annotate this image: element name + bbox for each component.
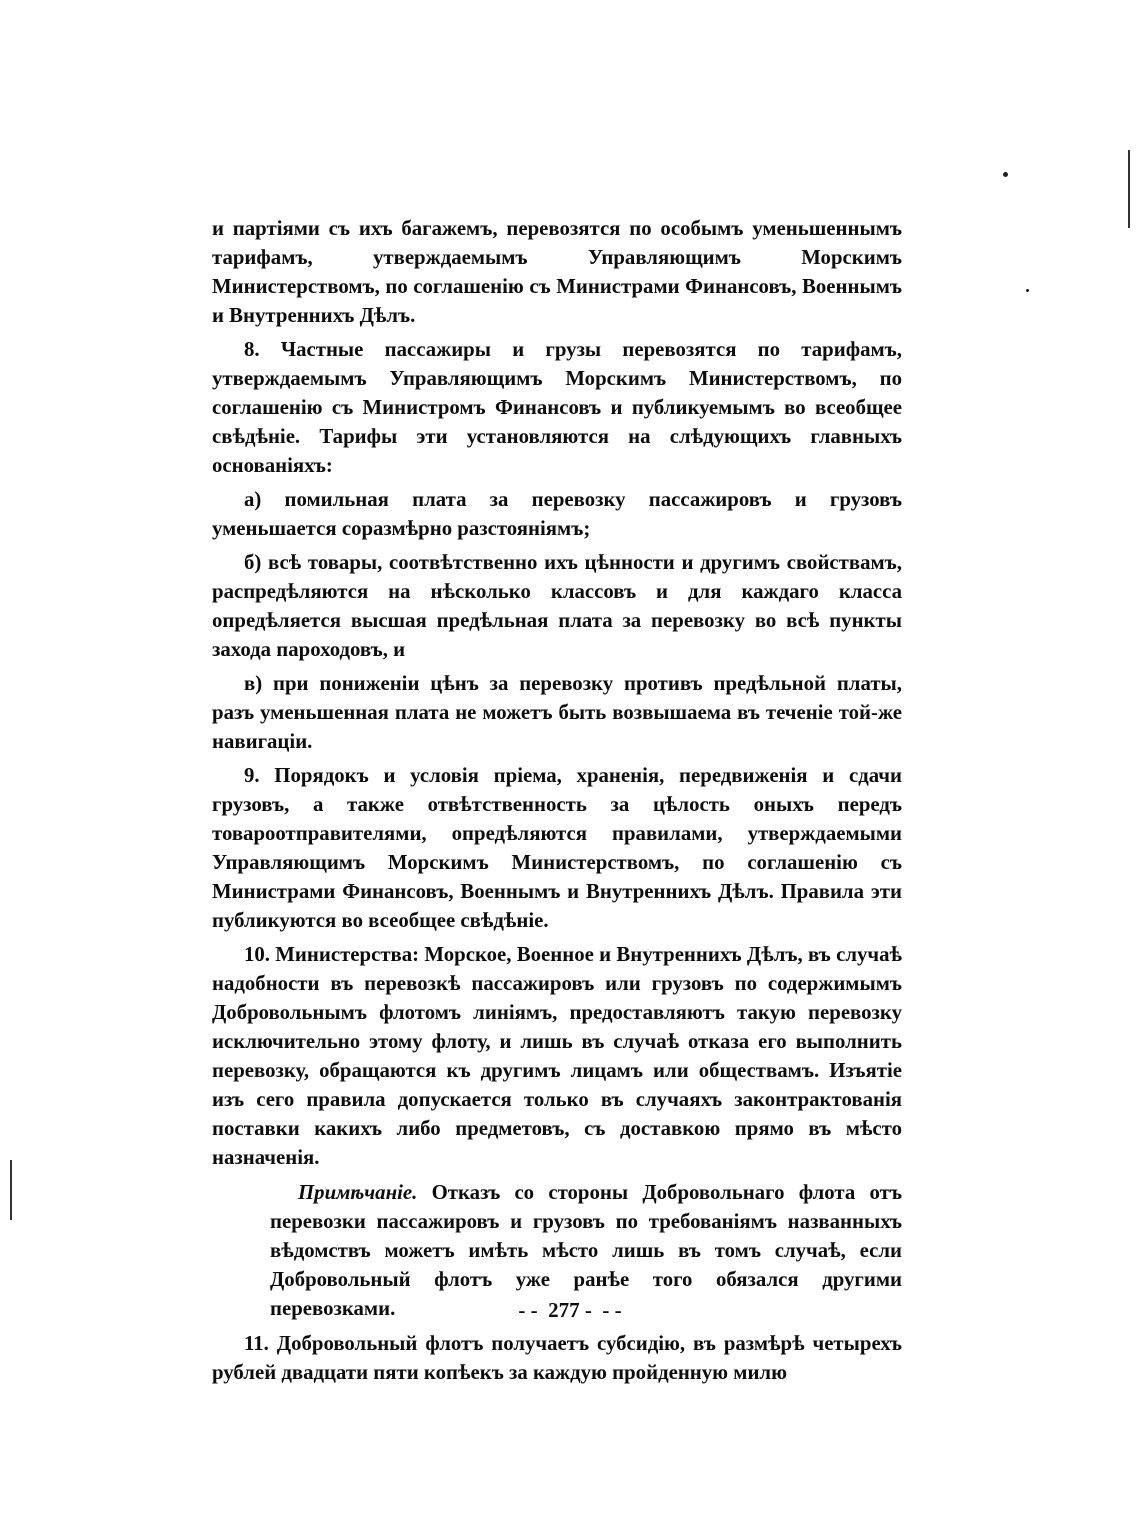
paragraph-8-b: б) всѣ товары, соотвѣтственно ихъ цѣнности и другимъ свойствамъ, распредѣляются на нѣсколько классовъ и для каждаго класса опредѣляется высшая предѣльная плата за перевозку во всѣ пункты захода пароходовъ, и bbox=[212, 551, 902, 661]
paragraph-8-v: в) при пониженіи цѣнъ за перевозку противъ предѣльной платы, разъ уменьшенная плата не можетъ быть возвышаема въ теченіе той-же навигаціи. bbox=[212, 672, 902, 753]
scan-edge-mark-top bbox=[1128, 150, 1130, 228]
page-number bbox=[0, 1298, 1140, 1323]
page-body bbox=[212, 214, 902, 1392]
note-text: Отказъ со стороны Добровольнаго флота отъ перевозки пассажировъ и грузовъ по требованіямъ названныхъ вѣдомствъ можетъ имѣть мѣсто лишь въ томъ случаѣ, если Добровольный флотъ уже ранѣе того обязался другими перевозками. bbox=[270, 1181, 902, 1320]
paragraph-11: 11. Добровольный флотъ получаетъ субсидію, въ размѣрѣ четырехъ рублей двадцати пяти копѣекъ за каждую пройденную милю bbox=[212, 1332, 902, 1384]
paragraph-8: 8. Частные пассажиры и грузы перевозятся по тарифамъ, утверждаемымъ Управляющимъ Морскимъ Министерствомъ, по соглашенію съ Министромъ Финансовъ и публикуемымъ во всеобщее свѣдѣніе. Тарифы эти установляются на слѣдующихъ главныхъ основаніяхъ: bbox=[212, 338, 902, 477]
paragraph-10: 10. Министерства: Морское, Военное и Внутреннихъ Дѣлъ, въ случаѣ надобности въ перевозкѣ пассажировъ или грузовъ по содержимымъ Добровольнымъ флотомъ линіямъ, предоставляютъ такую перевозку исключительно этому флоту, и лишь въ случаѣ отказа его выполнить перевозку, обращаются къ другимъ лицамъ или обществамъ. Изъятіе изъ сего правила допускается только въ случаяхъ законтрактованія поставки какихъ либо предметовъ, съ доставкою прямо въ мѣсто назначенія. bbox=[212, 943, 902, 1169]
page-number-dash-right: - - - bbox=[579, 1298, 622, 1322]
paragraph-9: 9. Порядокъ и условія пріема, храненія, передвиженія и сдачи грузовъ, а также отвѣтственность за цѣлость оныхъ передъ товароотправителями, опредѣляются правилами, утверждаемыми Управляющимъ Морскимъ Министерствомъ, по соглашенію съ Министрами Финансовъ, Военнымъ и Внутреннихъ Дѣлъ. Правила эти публикуются во всеобщее свѣдѣніе. bbox=[212, 764, 902, 932]
scan-speck bbox=[1003, 172, 1008, 177]
page-number-dash-left: - - bbox=[518, 1298, 549, 1322]
paragraph-continuation: и партіями съ ихъ багажемъ, перевозятся по особымъ уменьшеннымъ тарифамъ, утверждаемымъ Управляющимъ Морскимъ Министерствомъ, по соглашенію съ Министрами Финансовъ, Военнымъ и Внутреннихъ Дѣлъ. bbox=[212, 217, 902, 327]
paragraph-8-a: а) помильная плата за перевозку пассажировъ и грузовъ уменьшается соразмѣрно разстояніямъ; bbox=[212, 488, 902, 540]
scan-edge-mark-left bbox=[10, 1160, 12, 1220]
note-label: Примѣчаніе. bbox=[298, 1181, 418, 1204]
scan-speck bbox=[1026, 289, 1029, 292]
page-number-value: 277 bbox=[548, 1298, 580, 1322]
